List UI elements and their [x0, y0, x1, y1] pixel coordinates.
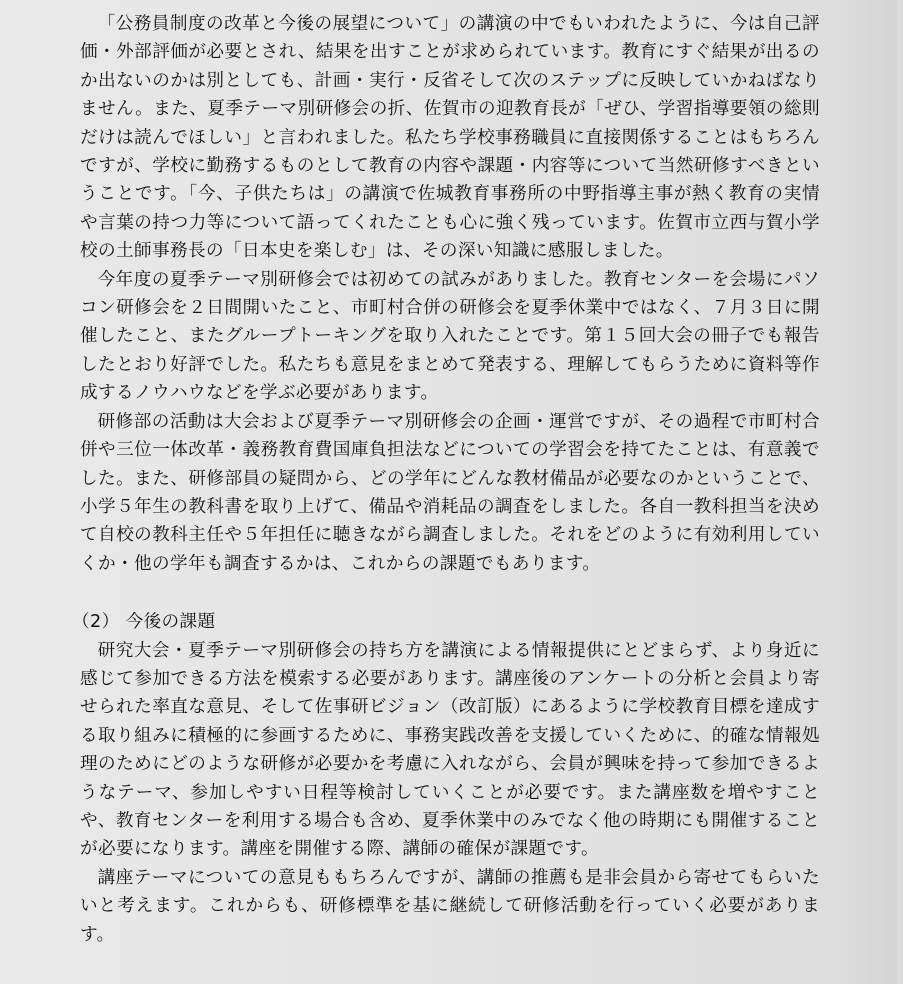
paragraph: 今年度の夏季テーマ別研修会では初めての試みがありました。教育センターを会場にパソコン研修会を２日間開いたこと、市町村合併の研修会を夏季休業中ではなく、７月３日に開催したこと、またグループトーキングを取り入れたことです。第１５回大会の冊子でも報告したとおり好評でした。私たちも意見をまとめて発表する、理解してもらうために資料等作成するノウハウなどを学ぶ必要があります。 — [80, 269, 820, 404]
paragraph: 「公務員制度の改革と今後の展望について」の講演の中でもいわれたように、今は自己評価・外部評価が必要とされ、結果を出すことが求められています。教育にすぐ結果が出るのか出ないのかは別としても、計画・実行・反省そして次のステップに反映していかねばなりません。また、夏季テーマ別研修会の折、佐賀市の迎教育長が「ぜひ、学習指導要領の総則だけは読んでほしい」と言われました。私たち学校事務職員に直接関係することはもちろんですが、学校に勤務するものとして教育の内容や課題・内容等について当然研修すべきということです。「今、子供たちは」の講演で佐城教育事務所の中野指導主事が熱く教育の実情や言葉の持つ力等について語ってくれたことも心に強く残っています。佐賀市立西与賀小学校の土師事務長の「日本史を楽しむ」は、その深い知識に感服しました。 — [80, 14, 820, 262]
paragraph: 研修部の活動は大会および夏季テーマ別研修会の企画・運営ですが、その過程で市町村合併や三位一体改革・義務教育費国庫負担法などについての学習会を持てたことは、有意義でした。また、研修部員の疑問から、どの学年にどんな教材備品が必要なのかということで、小学５年生の教科書を取り上げて、備品や消耗品の調査をしました。各自一教科担当を決めて自校の教科主任や５年担任に聴きながら調査しました。それをどのように有効利用していくか・他の学年も調査するかは、これからの課題でもあります。 — [80, 411, 820, 574]
document-body — [72, 10, 820, 949]
paragraph: 講座テーマについての意見ももちろんですが、講師の推薦も是非会員から寄せてもらいたいと考えます。これからも、研修標準を基に継続して研修活動を行っていく必要があります。 — [80, 867, 820, 945]
show-through-shadow — [837, 0, 897, 984]
section-heading: （2） 今後の課題 — [72, 612, 216, 633]
paragraph: 研究大会・夏季テーマ別研修会の持ち方を講演による情報提供にとどまらず、より身近に感じて参加できる方法を模索する必要があります。講座後のアンケートの分析と会員より寄せられた率直な意見、そして佐事研ビジョン（改訂版）にあるように学校教育目標を達成する取り組みに積極的に参画するために、事務実践改善を支援していくために、的確な情報処理のためにどのような研修が必要かを考慮に入れながら、会員が興味を持って参加できるようなテーマ、参加しやすい日程等検討していくことが必要です。また講座数を増やすことや、教育センターを利用する場合も含め、夏季休業中のみでなく他の時期にも開催することが必要になります。講座を開催する際、講師の確保が課題です。 — [80, 640, 820, 860]
paragraph-gap — [80, 578, 820, 608]
